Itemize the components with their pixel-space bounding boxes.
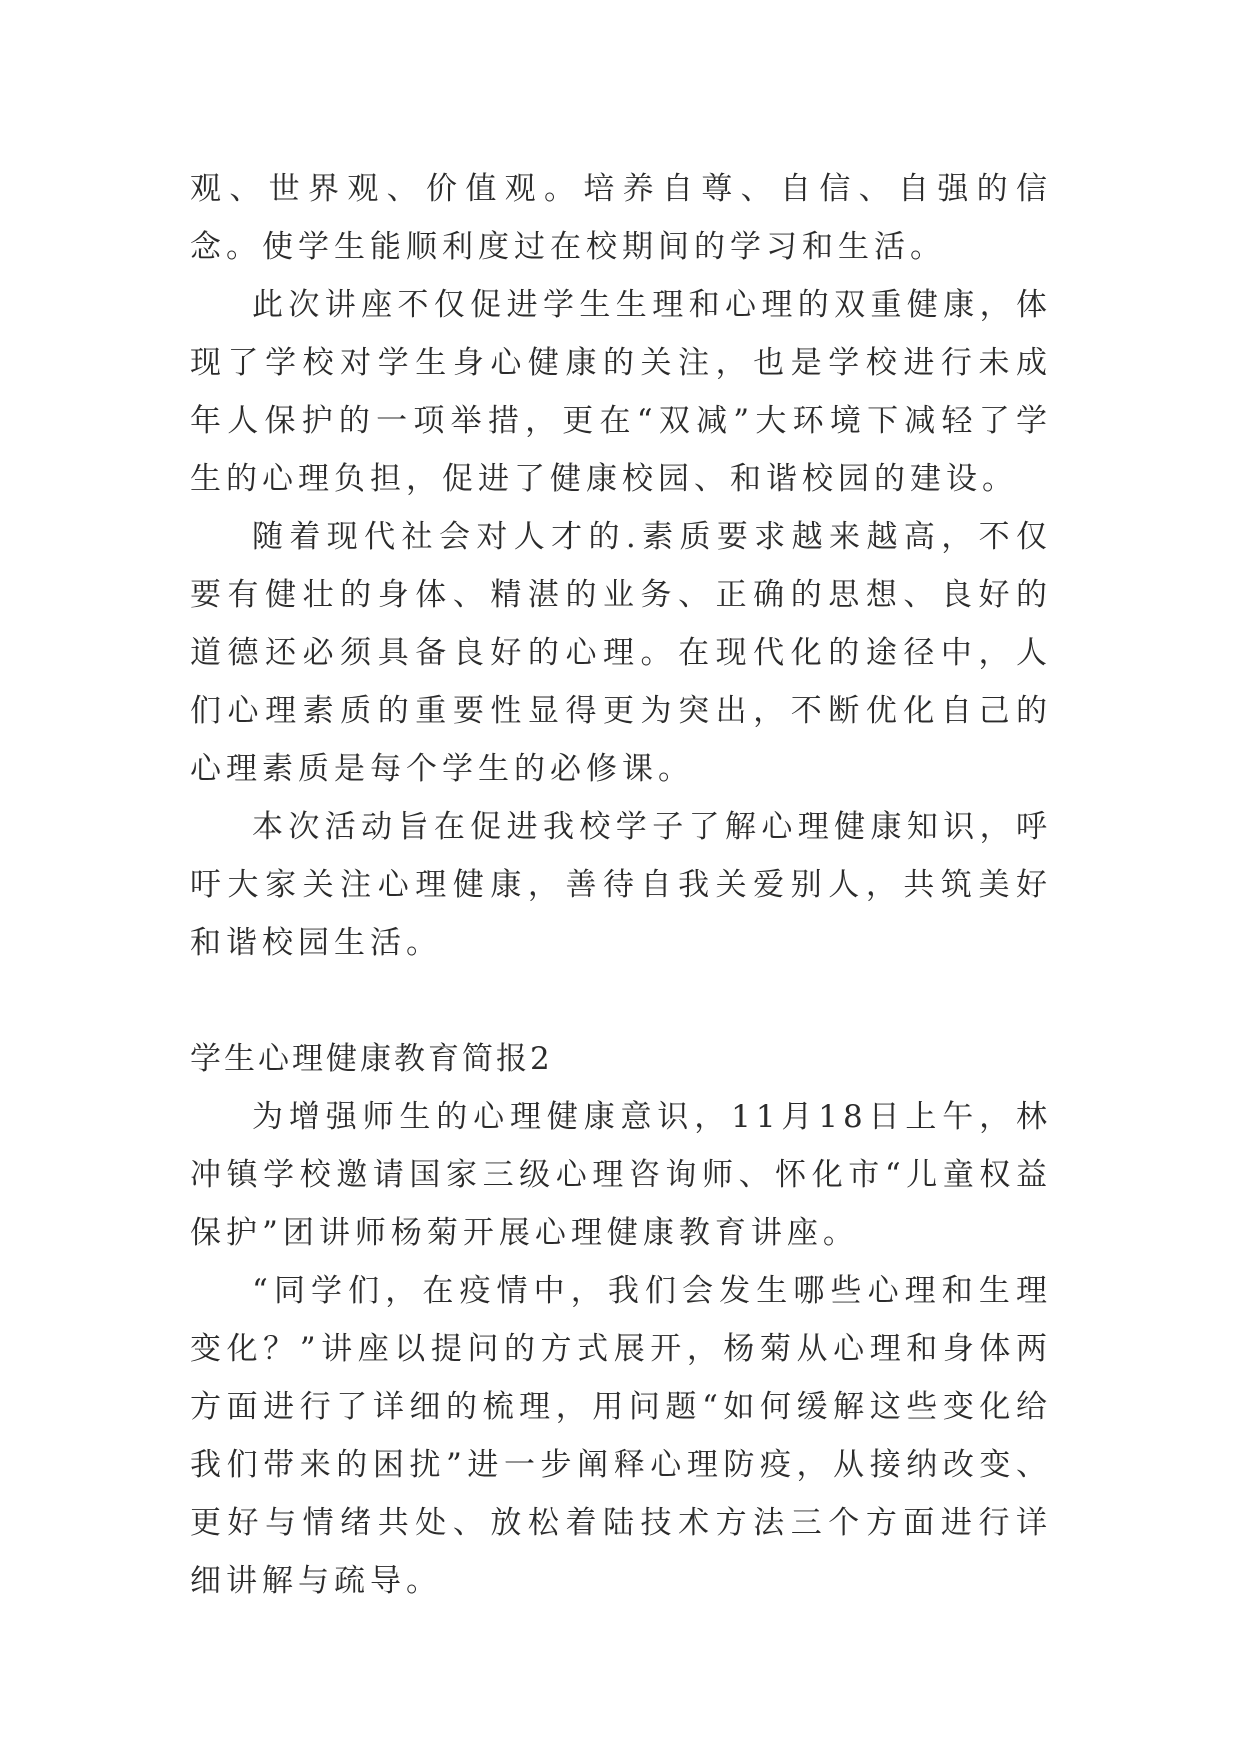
paragraph-activity-purpose: 本次活动旨在促进我校学子了解心理健康知识，呼吁大家关注心理健康，善待自我关爱别人，共筑美好和谐校园生活。: [190, 809, 1052, 961]
section-spacer: [190, 972, 1052, 1030]
paragraph-mental-quality: 随着现代社会对人才的.素质要求越来越高，不仅要有健壮的身体、精湛的业务、正确的思想、良好的道德还必须具备良好的心理。在现代化的途径中，人们心理素质的重要性显得更为突出，不断优化自己的心理素质是每个学生的必修课。: [190, 519, 1052, 787]
paragraph-lecture-significance: 此次讲座不仅促进学生生理和心理的双重健康，体现了学校对学生身心健康的关注，也是学校进行未成年人保护的一项举措，更在“双减”大环境下减轻了学生的心理负担，促进了健康校园、和谐校园的建设。: [190, 287, 1052, 497]
document-body: [190, 160, 1052, 1610]
paragraph-lecture-content: “同学们，在疫情中，我们会发生哪些心理和生理变化？”讲座以提问的方式展开，杨菊从心理和身体两方面进行了详细的梳理，用问题“如何缓解这些变化给我们带来的困扰”进一步阐释心理防疫，从接纳改变、更好与情绪共处、放松着陆技术方法三个方面进行详细讲解与疏导。: [190, 1273, 1052, 1599]
paragraph-lecture-intro: 为增强师生的心理健康意识，11月18日上午，林冲镇学校邀请国家三级心理咨询师、怀化市“儿童权益保护”团讲师杨菊开展心理健康教育讲座。: [190, 1099, 1052, 1251]
paragraph-continuation: 观、世界观、价值观。培养自尊、自信、自强的信念。使学生能顺利度过在校期间的学习和生活。: [190, 171, 1052, 265]
section-heading: 学生心理健康教育简报2: [190, 1041, 553, 1077]
